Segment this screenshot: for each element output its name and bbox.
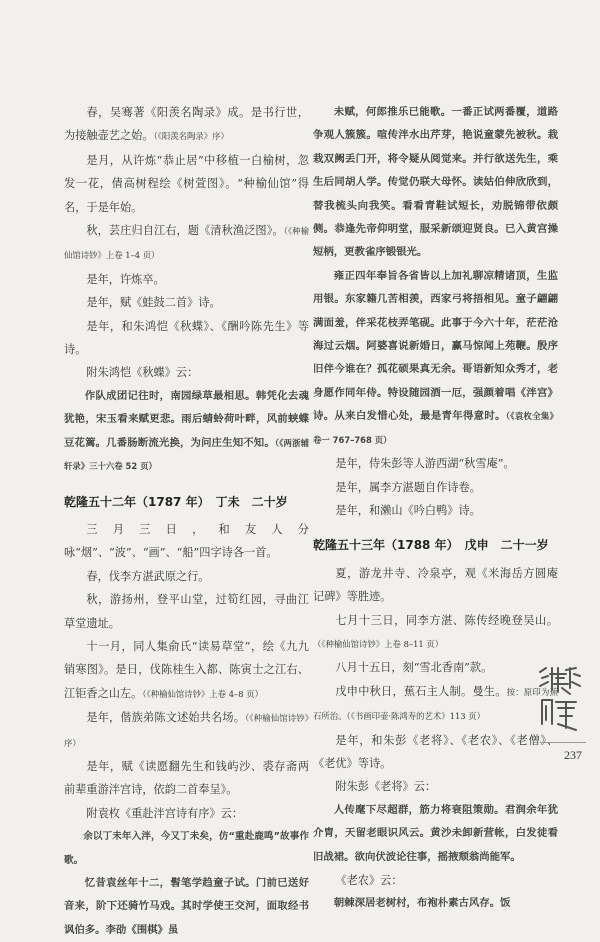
quoted-poem bbox=[313, 265, 558, 452]
year-heading bbox=[313, 534, 558, 557]
paragraph-text: 春，吴骞著《阳羡名陶录》成。是书行世，为接触壶艺之始。 bbox=[64, 106, 309, 143]
source-citation: （《种榆仙馆诗钞》序） bbox=[64, 713, 309, 748]
paragraph-text: 是月，从许炼“恭止居”中移植一白榆树，忽发一花，倩高树程绘《树萱图》。“种榆仙馆”得名，于是年始。 bbox=[64, 153, 309, 214]
paragraph bbox=[64, 565, 309, 588]
quoted-preface bbox=[64, 825, 309, 872]
source-citation: 按：原印为蕉石所治。（《书画印壶·陈鸿寿的艺术》113 页） bbox=[313, 686, 558, 722]
right-column bbox=[313, 101, 558, 916]
page-number: 237 bbox=[564, 748, 582, 762]
paragraph-text: 春，伐李方湛武原之行。 bbox=[86, 569, 210, 583]
paragraph bbox=[64, 588, 309, 635]
paragraph-text: 是年，赋《读愿翻先生和钱屿沙、裘存斋两前辈重游泮宫诗，依韵二首奉呈》。 bbox=[64, 759, 309, 797]
paragraph-text: 十一月，同人集俞氏“读易草堂”，绘《九九销寒图》。是日，伐陈桂生入都、陈寅士之江右、江钜香之山左。 bbox=[64, 639, 309, 700]
paragraph bbox=[64, 149, 309, 219]
paragraph bbox=[313, 609, 558, 657]
source-citation: （《阳羡名陶录》序） bbox=[153, 131, 229, 142]
paragraph bbox=[64, 101, 309, 149]
paragraph-text: 八月十五日，刻“雪北香南”款。 bbox=[335, 661, 493, 675]
paragraph-text: 余以丁未年入泮，今又丁未矣，仿“重赴鹿鸣”故事作歌。 bbox=[64, 831, 309, 866]
paragraph-text: 乾隆五十三年（1788 年） 戊申 二十一岁 bbox=[313, 538, 549, 553]
paragraph-text: 附袁枚《重赴泮宫诗有序》云： bbox=[86, 806, 244, 820]
quoted-poem bbox=[313, 101, 558, 265]
paragraph bbox=[64, 635, 309, 706]
paragraph bbox=[313, 729, 558, 776]
source-citation: （《种榆仙馆诗钞》上卷 8–11 页） bbox=[313, 638, 444, 649]
paragraph bbox=[64, 291, 309, 314]
page-rule bbox=[540, 742, 586, 743]
left-column bbox=[64, 101, 309, 942]
paragraph bbox=[313, 775, 558, 798]
paragraph-text: 是年，和朱彭《老将》、《老农》、《老僧》、《老优》等诗。 bbox=[313, 733, 558, 770]
source-citation: （《两浙辅轩录》三十六卷 52 页） bbox=[64, 437, 309, 472]
paragraph bbox=[64, 219, 309, 268]
paragraph-text: 附朱彭《老将》云： bbox=[335, 780, 437, 794]
paragraph-text: 七月十三日，同李方湛、陈传经晚登吴山。 bbox=[335, 613, 558, 627]
paragraph-text: 三月三日，和友人分咏“烟”、“波”、“画”、“船”四字诗各一首。 bbox=[64, 522, 309, 560]
year-heading bbox=[64, 491, 309, 514]
paragraph bbox=[64, 802, 309, 825]
paragraph-text: 秋，游扬州，登平山堂，过筍红园，寻曲江草堂遗址。 bbox=[64, 593, 309, 630]
paragraph bbox=[313, 656, 558, 679]
paragraph-text: 是年，偕族弟陈文述始共名场。 bbox=[86, 711, 246, 725]
paragraph-text: 未赋，何郎推乐已能歌。一番正试两番覆，道路争观人簇簇。喧传泮水出芹芽，艳说童蒙先被秋。栽栽双阙丢门开，将令疑从阅觉来。并行欲送先生，乘生后同胡人学。传觉仍联大母怀。读姑伯伸欣欣到，替我梳头向我笑。看看青鞋试短长，劝脱锦带依颇侧。恭逢先帝仰明堂，服采新颂迎贤良。已入黄宫操短柄，更教雀序锻银光。 bbox=[313, 106, 558, 259]
paragraph bbox=[64, 706, 309, 755]
paragraph bbox=[64, 518, 309, 565]
paragraph bbox=[64, 755, 309, 802]
paragraph-text: 是年，属李方湛题自作诗卷。 bbox=[335, 480, 481, 494]
paragraph-text: 朝棘深居老树村，布袍朴素古风存。饭 bbox=[333, 897, 511, 910]
source-citation: （《种榆仙馆诗钞》上卷 1–4 页） bbox=[64, 226, 309, 261]
quoted-poem bbox=[313, 799, 558, 869]
paragraph bbox=[64, 361, 309, 384]
paragraph-text: 雍正四年奉旨各省皆以上加礼聊凉精诸顶，生监用银。东家籍几苦相羡，西家弓将捂相见。童子翩翩满面羞，伴采花枝弄笔砚。此事于今六十年，茫茫沧海过云烟。阿婆喜说新婚日，赢马惊闻上苑鞭。殷序旧伴今谁在？孤花硕果真无余。哥语新知众秀才，老身愿作同年侍。特设随园酒一厄，强颜着唱《泮宫》诗。从来白发惜心处，最是青年得意时。 bbox=[313, 269, 558, 423]
paragraph-text: 戊申中秋日，蕉石主人制。曼生。 bbox=[335, 684, 507, 698]
paragraph-text: 《老农》云： bbox=[335, 874, 403, 887]
source-citation: （《种榆仙馆诗钞》上卷 4–8 页） bbox=[142, 688, 263, 699]
paragraph-text: 是年，侍朱彭等人游西湖“秋雪庵”。 bbox=[335, 457, 515, 471]
paragraph bbox=[313, 452, 558, 475]
quoted-poem bbox=[64, 872, 309, 942]
paragraph-text: 作队成团记往时，南园绿草最相思。韩凭化去魂犹艳，宋玉看来赋更悲。雨后蜻蛉荷叶畔，风前蛱蝶豆花篱。几番肠断流光换，为问庄生知不知。 bbox=[64, 389, 309, 449]
calligraphy-seal bbox=[536, 664, 582, 734]
paragraph-text: 人传麾下尽超群，筋力将衰阻策勋。君润余年犹介胄，天留老眼识风云。黄沙未卸新营帐，白发徒看旧战裙。欲向伏波论往事，摇掖颓翁尚能军。 bbox=[313, 803, 558, 863]
paragraph bbox=[313, 562, 558, 609]
paragraph-text: 是年，赋《蛙鼓二首》诗。 bbox=[86, 296, 221, 310]
paragraph-text: 秋，芸庄归自江右，题《清秋渔泛图》。 bbox=[86, 224, 284, 238]
paragraph bbox=[64, 268, 309, 291]
paragraph-text: 是年，和濑山《吟白鸭》诗。 bbox=[335, 503, 481, 517]
paragraph-text: 忆昔袁丝年十二，髫笔学趋童子试。门前已送好音来，阶下还骑竹马戏。其时学使王交河，面取经书讽伯多。李劭《围棋》虽 bbox=[64, 877, 309, 936]
paragraph bbox=[64, 315, 309, 362]
paragraph bbox=[313, 476, 558, 499]
paragraph bbox=[313, 869, 558, 892]
quoted-poem bbox=[313, 892, 558, 915]
paragraph bbox=[313, 680, 558, 729]
paragraph-text: 夏，游龙井寺、冷泉亭，观《米海岳方圆庵记碑》等胜迹。 bbox=[313, 566, 558, 604]
calligraphy-seal-mark bbox=[536, 664, 582, 734]
source-citation: （《袁枚全集》卷一 767–768 页） bbox=[313, 411, 558, 445]
paragraph bbox=[313, 499, 558, 522]
paragraph-text: 是年，和朱鸿恺《秋蝶》、《酬吟陈先生》等诗。 bbox=[64, 319, 309, 357]
paragraph-text: 附朱鸿恺《秋蝶》云： bbox=[86, 366, 199, 380]
paragraph-text: 是年，许炼卒。 bbox=[86, 272, 165, 286]
quoted-poem bbox=[64, 385, 309, 479]
paragraph-text: 乾隆五十二年（1787 年） 丁未 二十岁 bbox=[64, 494, 288, 509]
